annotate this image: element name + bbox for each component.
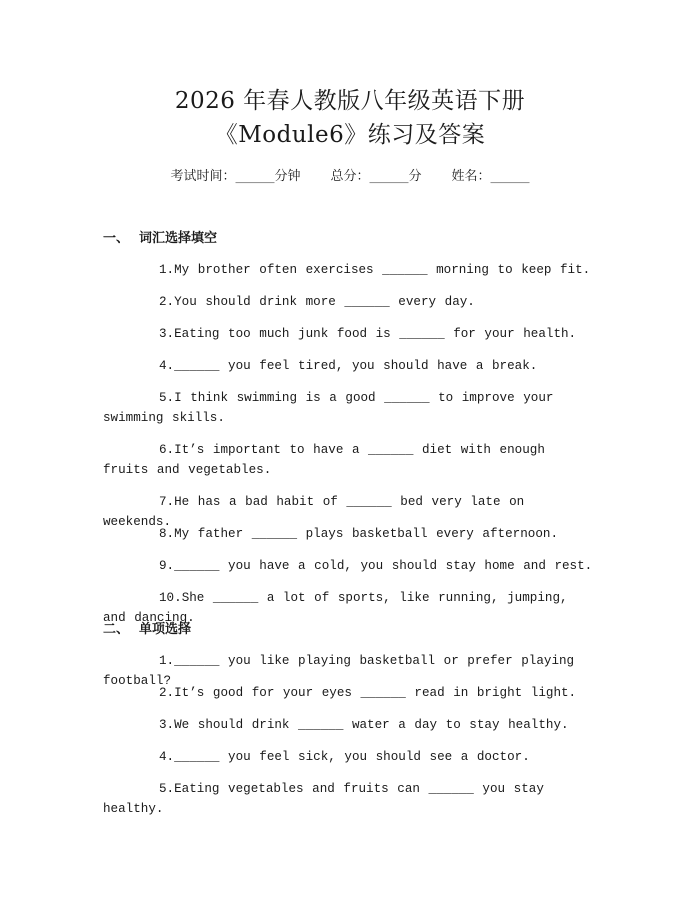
question-text: My brother often exercises ______ morning to keep fit. [174, 263, 591, 277]
exam-time-field: 考试时间：______分钟 [170, 169, 301, 184]
question-item [103, 292, 593, 312]
question-text: ______ you feel sick, you should see a doctor. [174, 750, 530, 764]
section-heading-2 [103, 620, 191, 640]
question-number: 2. [159, 686, 175, 700]
question-number: 2. [159, 295, 175, 309]
document-title-line2: 《Module6》练习及答案 [214, 122, 486, 148]
question-number: 5. [159, 782, 175, 796]
question-text: Eating too much junk food is ______ for your health. [174, 327, 577, 341]
question-number: 8. [159, 527, 175, 541]
question-text: We should drink ______ water a day to stay healthy. [174, 718, 569, 732]
section-heading-1 [103, 229, 217, 249]
question-number: 3. [159, 327, 175, 341]
question-text: ______ you have a cold, you should stay home and rest. [174, 559, 593, 573]
question-text: She ______ a lot of sports, like running, jumping, and dancing. [103, 591, 568, 625]
question-item [103, 556, 593, 576]
question-item [103, 356, 593, 376]
question-number: 6. [159, 443, 175, 457]
question-item [103, 715, 593, 735]
question-item [103, 324, 593, 344]
question-number: 4. [159, 359, 175, 373]
name-field: 姓名：______ [451, 169, 530, 184]
question-item [103, 747, 593, 767]
section-title: 词汇选择填空 [139, 231, 218, 246]
exam-info [0, 167, 700, 187]
section-title: 单项选择 [139, 622, 192, 637]
question-number: 5. [159, 391, 175, 405]
question-number: 1. [159, 654, 175, 668]
question-text: I think swimming is a good ______ to improve your swimming skills. [103, 391, 554, 425]
question-text: It’s important to have a ______ diet with enough fruits and vegetables. [103, 443, 545, 477]
question-number: 10. [159, 591, 182, 605]
question-item [103, 779, 593, 819]
question-number: 7. [159, 495, 175, 509]
question-item [103, 440, 593, 480]
question-text: He has a bad habit of ______ bed very late on weekends. [103, 495, 525, 529]
question-number: 9. [159, 559, 175, 573]
question-item [103, 260, 593, 280]
question-number: 1. [159, 263, 175, 277]
question-text: My father ______ plays basketball every afternoon. [174, 527, 558, 541]
question-text: ______ you feel tired, you should have a break. [174, 359, 538, 373]
section-number: 二、 [103, 622, 130, 637]
question-number: 3. [159, 718, 175, 732]
question-text: Eating vegetables and fruits can ______ you stay healthy. [103, 782, 544, 816]
total-score-field: 总分：______分 [330, 169, 422, 184]
question-text: You should drink more ______ every day. [174, 295, 475, 309]
question-item [103, 683, 593, 703]
question-item [103, 524, 593, 544]
section-number: 一、 [103, 231, 130, 246]
question-text: It’s good for your eyes ______ read in bright light. [174, 686, 577, 700]
document-title-line1: 2026 年春人教版八年级英语下册 [174, 88, 526, 114]
question-number: 4. [159, 750, 175, 764]
question-item [103, 388, 593, 428]
question-text: ______ you like playing basketball or prefer playing football? [103, 654, 575, 688]
